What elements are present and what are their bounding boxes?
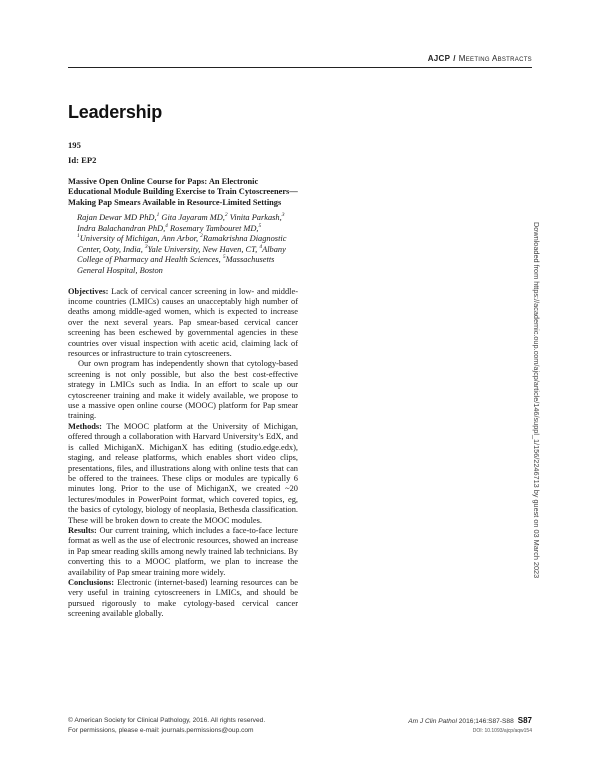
copyright-line: © American Society for Clinical Pathology, 2016. All rights reserved. bbox=[68, 717, 266, 724]
journal-citation: Am J Clin Pathol bbox=[408, 718, 457, 725]
objectives-paragraph-2: Our own program has independently shown that cytology-based screening is not only possible, but also the best cost-effective strategy in LMICs such as India. In an effort to scale up our cytoscreener training and make it widely available, we propose to use a massive open online course (MOOC) platform for Pap smear training. bbox=[68, 359, 298, 421]
download-watermark: Downloaded from https://academic.oup.com/ajcp/article/146/suppl_1/156/2246713 by guest on 03 March 2023 bbox=[532, 222, 541, 579]
author-list: Rajan Dewar MD PhD,$^1$ Gita Jayaram MD,$^2$ Vinita Parkash,$^3$ Indra Balachandran PhD,$^4$ Rosemary Tambouret MD,$^5$ $^1$University of Michigan, Ann Arbor, $^2$Ramakrishna Diagnostic Center, Ooty, India, $^3$Yale University, New Haven, CT, $^4$Albany College of Pharmacy and Health Sciences, $^5$Massachusetts General Hospital, Boston bbox=[77, 212, 287, 275]
header-section: Meeting Abstracts bbox=[458, 54, 532, 63]
doi-line: DOI: 10.1093/ajcp/aqw154 bbox=[472, 728, 532, 734]
results-label: Results: bbox=[68, 525, 97, 535]
section-title: Leadership bbox=[68, 102, 163, 122]
methods-paragraph: Methods: The MOOC platform at the University of Michigan, offered through a collaboration with Harvard University’s EdX, and is called MichiganX. MichiganX has editing (studio.edge.edx), staging, and release platforms, which enables short video clips, presentations, files, and illustrations along with online tests that can be offered to the trainees. These clips or modules are typically 6 minutes long. Prior to the use of MichiganX, we created ~20 lectures/modules in PowerPoint format, which covered topics, eg, the basics of cytology, biology of neoplasia, Bethesda classification. These will be broken down to create the MOOC modules. bbox=[68, 421, 298, 525]
abstract-number: 195 bbox=[68, 140, 81, 150]
page-number: S87 bbox=[517, 716, 532, 725]
running-header bbox=[428, 54, 532, 63]
citation-detail: 2016;146:S87-S88 bbox=[456, 718, 514, 725]
abstract-id: Id: EP2 bbox=[68, 155, 97, 166]
objectives-label: Objectives: bbox=[68, 286, 109, 296]
permissions-line: For permissions, please e-mail: journals.permissions@oup.com bbox=[68, 726, 254, 734]
methods-label: Methods: bbox=[68, 421, 102, 431]
results-paragraph: Results: Our current training, which includes a face-to-face lecture format as well as the use of electronic resources, showed an increase in Pap smear reading skills among newly trained lab technicians. By converting this to a MOOC platform, we plan to increase the availability of Pap smear training more widely. bbox=[68, 525, 298, 577]
objectives-paragraph: Objectives: Lack of cervical cancer screening in low- and middle-income countries (LMICs) causes an unacceptably high number of deaths among middle-aged women, which is expected to increase over the next several years. Pap smear-based cervical cancer screening has been eschewed by governmental agencies in these countries over visual inspection with acetic acid, claiming lack of resources or infrastructure to train cytoscreeners. bbox=[68, 286, 298, 359]
abstract-title: Massive Open Online Course for Paps: An Electronic Educational Module Building Exercise to Train Cytoscreeners—Making Pap Smears Available in Resource-Limited Settings bbox=[68, 176, 298, 207]
footer-left bbox=[68, 716, 265, 735]
header-rule bbox=[68, 67, 532, 68]
journal-abbrev: AJCP bbox=[427, 54, 451, 63]
conclusions-paragraph: Conclusions: Electronic (internet-based) learning resources can be very useful in training cytoscreeners in LMICs, and should be pursued rigorously to make cytology-based cervical cancer screening available globally. bbox=[68, 577, 298, 619]
header-separator: / bbox=[453, 54, 456, 63]
footer-right bbox=[408, 716, 532, 734]
abstract-column bbox=[68, 140, 298, 620]
conclusions-label: Conclusions: bbox=[68, 577, 115, 587]
